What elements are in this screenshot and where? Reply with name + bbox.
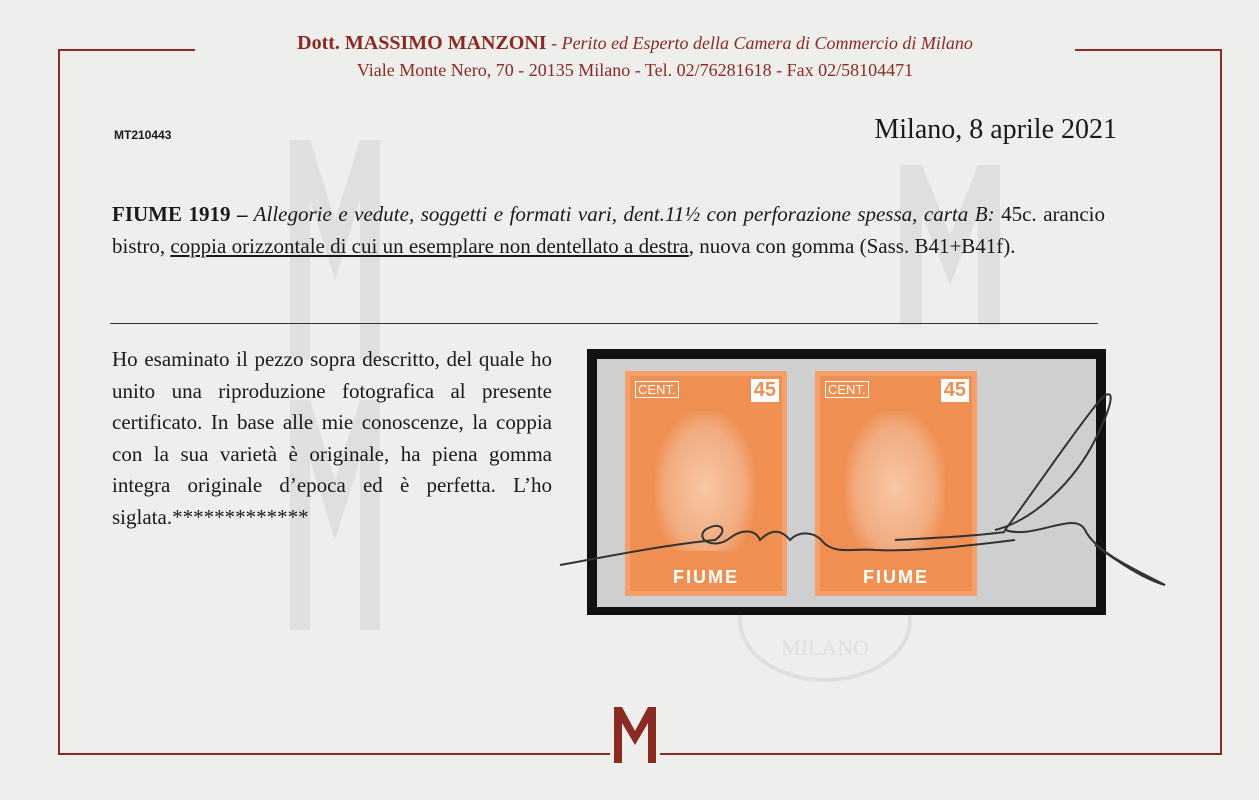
stamp-value: 45 bbox=[751, 379, 779, 402]
certificate-date: Milano, 8 aprile 2021 bbox=[874, 114, 1117, 145]
monogram-logo bbox=[610, 705, 660, 765]
description-plain-1: 45c. arancio bistro, bbox=[112, 202, 1105, 258]
description-underlined: coppia orizzontale di cui un esemplare non dentellato a destra bbox=[170, 234, 689, 258]
watermark-seal-text: MILANO bbox=[781, 635, 869, 660]
stamp-corner-label: CENT. bbox=[635, 381, 679, 398]
examination-text: Ho esaminato il pezzo sopra descritto, del quale ho unito una riproduzione fotografica al presente certificato. In base alle mie conoscenze, la coppia con la sua varietà è originale, ha piena gomma integra originale d’epoca ed è perfetta. L’ho siglata.************* bbox=[112, 347, 552, 529]
monogram-logo-icon bbox=[610, 705, 660, 765]
stamp-name: FIUME bbox=[673, 567, 739, 587]
description-subject: FIUME 1919 – bbox=[112, 202, 248, 226]
signature bbox=[555, 380, 1175, 600]
stamp-description bbox=[112, 198, 1105, 262]
description-italic: Allegorie e vedute, soggetti e formati vari, dent.11½ con perforazione spessa, carta B: bbox=[247, 202, 995, 226]
expert-address: Viale Monte Nero, 70 - 20135 Milano - Tel. 02/76281618 - Fax 02/58104471 bbox=[356, 60, 914, 80]
description-plain-2: , nuova con gomma (Sass. B41+B41f). bbox=[688, 234, 1016, 258]
stamp-name: FIUME bbox=[863, 567, 929, 587]
certificate-header bbox=[195, 28, 1075, 88]
separator-line bbox=[110, 323, 1098, 324]
certificate-number: MT210443 bbox=[114, 128, 172, 142]
stamp-value: 45 bbox=[941, 379, 969, 402]
expert-title: - Perito ed Esperto della Camera di Commercio di Milano bbox=[546, 33, 973, 53]
expert-name: Dott. MASSIMO MANZONI bbox=[297, 32, 547, 54]
stamp-corner-label: CENT. bbox=[825, 381, 869, 398]
